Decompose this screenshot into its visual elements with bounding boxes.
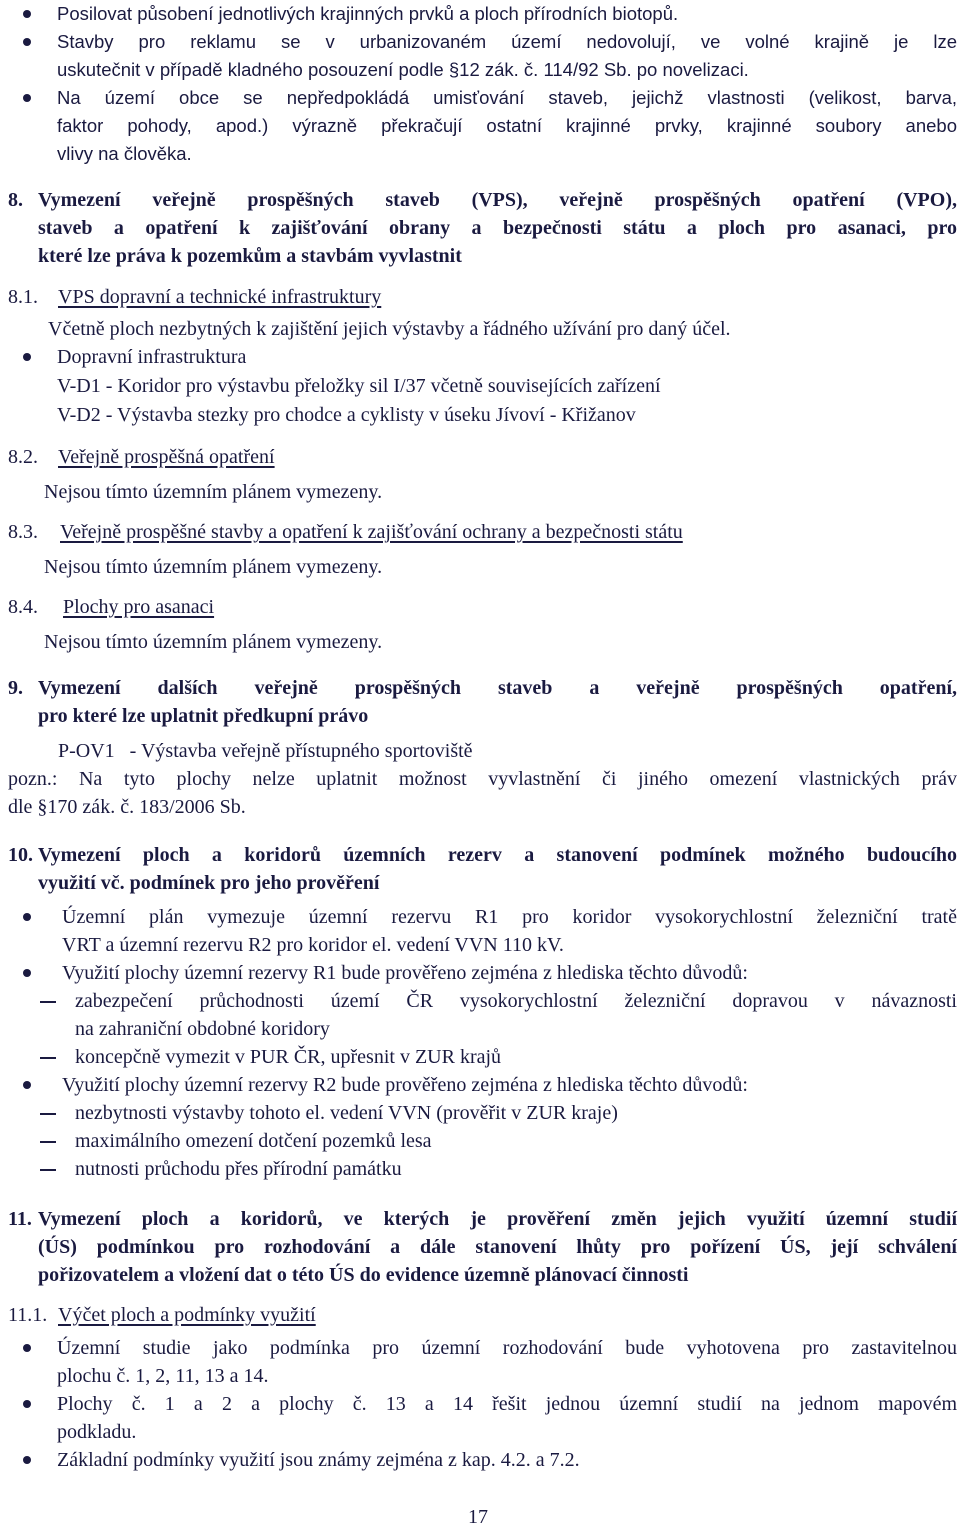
section-8-2-number: 8.2.: [8, 446, 38, 468]
bullet-icon: [23, 94, 31, 102]
bullet-icon: [23, 1344, 31, 1352]
bullet-icon: [23, 353, 31, 361]
bullet-icon: [23, 38, 31, 46]
dash-icon: [40, 1169, 56, 1171]
section-11-1-bullet-3: Základní podmínky využití jsou známy zejména z kap. 4.2. a 7.2.: [57, 1449, 580, 1471]
section-8-1-item-1: V-D1 - Koridor pro výstavbu přeložky sil I/37 včetně souvisejících zařízení: [57, 375, 661, 397]
section-8-1-item-2: V-D2 - Výstavba stezky pro chodce a cyklisty v úseku Jívoví - Křižanov: [57, 404, 636, 426]
bullet-icon: [23, 969, 31, 977]
section-10-bullet-1-line-1: Územní plán vymezuje územní rezervu R1 pro koridor vysokorychlostní železniční tratě: [62, 906, 957, 928]
section-8-number: 8.: [8, 189, 23, 211]
section-9-item: P-OV1 - Výstavba veřejně přístupného sportoviště: [58, 740, 473, 762]
section-11-title-line-1: Vymezení ploch a koridorů, ve kterých je prověření změn jejich využití územní studií: [38, 1208, 957, 1230]
section-9-title-line-1: Vymezení dalších veřejně prospěšných staveb a veřejně prospěšných opatření,: [38, 677, 957, 699]
section-10-bullet-2-dash-2: koncepčně vymezit v PUR ČR, upřesnit v ZUR krajů: [75, 1046, 502, 1068]
bullet-icon: [23, 1081, 31, 1089]
section-10-bullet-2: Využití plochy územní rezervy R1 bude prověřeno zejména z hlediska těchto důvodů:: [62, 962, 748, 984]
bullet-icon: [23, 913, 31, 921]
section-8-3-number: 8.3.: [8, 521, 38, 543]
bullet-icon: [23, 10, 31, 18]
section-9-title-line-2: pro které lze uplatnit předkupní právo: [38, 705, 369, 727]
section-11-1-bullet-2-line-1: Plochy č. 1 a 2 a plochy č. 13 a 14 řešit jednou územní studií na jednom mapovém: [57, 1393, 957, 1415]
top-bullet-3-line-2: faktor pohody, apod.) výrazně překračují ostatní krajinné prvky, krajinné soubory anebo: [57, 115, 957, 136]
section-8-4-number: 8.4.: [8, 596, 38, 618]
top-bullet-2-line-1: Stavby pro reklamu se v urbanizovaném území nedovolují, ve volné krajině je lze: [57, 31, 957, 52]
bullet-icon: [23, 1456, 31, 1464]
section-10-bullet-3-dash-1: nezbytnosti výstavby tohoto el. vedení VVN (prověřit v ZUR kraje): [75, 1102, 618, 1124]
section-8-title-line-3: které lze práva k pozemkům a stavbám vyvlastnit: [38, 245, 462, 267]
top-bullet-1-line-1: Posilovat působení jednotlivých krajinných prvků a ploch přírodních biotopů.: [57, 3, 679, 24]
section-8-3-text: Nejsou tímto územním plánem vymezeny.: [44, 556, 383, 578]
section-8-4-text: Nejsou tímto územním plánem vymezeny.: [44, 631, 383, 653]
section-10-title-line-1: Vymezení ploch a koridorů územních rezerv a stanovení podmínek možného budoucího: [38, 844, 957, 866]
section-8-1-bullet: Dopravní infrastruktura: [57, 346, 247, 368]
top-bullet-3-line-1: Na území obce se nepředpokládá umisťování staveb, jejichž vlastnosti (velikost, barva,: [57, 87, 957, 108]
section-11-title-line-3: pořizovatelem a vložení dat o této ÚS do evidence územně plánovací činnosti: [38, 1264, 689, 1286]
section-10-number: 10.: [8, 844, 33, 866]
section-9-number: 9.: [8, 677, 23, 699]
section-9-note-line-1: pozn.: Na tyto plochy nelze uplatnit možnost vyvlastnění či jiného omezení vlastnických práv: [8, 768, 957, 790]
section-8-2-title: Veřejně prospěšná opatření: [58, 446, 275, 468]
dash-icon: [40, 1113, 56, 1115]
section-9-note-line-2: dle §170 zák. č. 183/2006 Sb.: [8, 796, 246, 818]
dash-icon: [40, 1001, 56, 1003]
section-8-4-title: Plochy pro asanaci: [63, 596, 215, 618]
bullet-icon: [23, 1400, 31, 1408]
section-11-1-number: 11.1.: [8, 1304, 48, 1326]
section-8-2-text: Nejsou tímto územním plánem vymezeny.: [44, 481, 383, 503]
top-bullet-3-line-3: vlivy na člověka.: [57, 143, 192, 164]
section-11-title-line-2: (ÚS) podmínkou pro rozhodování a dále stanovení lhůty pro pořízení ÚS, její schválení: [38, 1236, 957, 1258]
section-11-1-bullet-1-line-1: Územní studie jako podmínka pro územní rozhodování bude vyhotovena pro zastavitelnou: [57, 1337, 957, 1359]
section-11-1-title: Výčet ploch a podmínky využití: [58, 1304, 316, 1326]
page-number: 17: [468, 1506, 488, 1528]
section-8-title-line-1: Vymezení veřejně prospěšných staveb (VPS), veřejně prospěšných opatření (VPO),: [38, 189, 957, 211]
section-8-1-title: VPS dopravní a technické infrastruktury: [58, 286, 382, 308]
section-10-bullet-3-dash-2: maximálního omezení dotčení pozemků lesa: [75, 1130, 432, 1152]
section-8-3-title: Veřejně prospěšné stavby a opatření k zajišťování ochrany a bezpečnosti státu: [60, 521, 683, 543]
section-10-title-line-2: využití vč. podmínek pro jeho prověření: [38, 872, 380, 894]
section-8-title-line-2: staveb a opatření k zajišťování obrany a bezpečnosti státu a ploch pro asanaci, pro: [38, 217, 957, 239]
section-11-1-bullet-2-line-2: podkladu.: [57, 1421, 137, 1443]
section-10-bullet-2-dash-1-line-1: zabezpečení průchodnosti území ČR vysokorychlostní železniční dopravou v návaznosti: [75, 990, 957, 1012]
section-10-bullet-3-dash-3: nutnosti průchodu přes přírodní památku: [75, 1158, 402, 1180]
section-10-bullet-2-dash-1-line-2: na zahraniční obdobné koridory: [75, 1018, 330, 1040]
top-bullet-2-line-2: uskutečnit v případě kladného posouzení podle §12 zák. č. 114/92 Sb. po novelizaci.: [57, 59, 749, 80]
dash-icon: [40, 1141, 56, 1143]
section-8-1-number: 8.1.: [8, 286, 38, 308]
dash-icon: [40, 1057, 56, 1059]
section-10-bullet-1-line-2: VRT a územní rezervu R2 pro koridor el. vedení VVN 110 kV.: [62, 934, 564, 956]
section-11-1-bullet-1-line-2: plochu č. 1, 2, 11, 13 a 14.: [57, 1365, 269, 1387]
section-10-bullet-3: Využití plochy územní rezervy R2 bude prověřeno zejména z hlediska těchto důvodů:: [62, 1074, 748, 1096]
section-8-1-note: Včetně ploch nezbytných k zajištění jejich výstavby a řádného užívání pro daný účel.: [48, 318, 731, 340]
section-11-number: 11.: [8, 1208, 32, 1230]
